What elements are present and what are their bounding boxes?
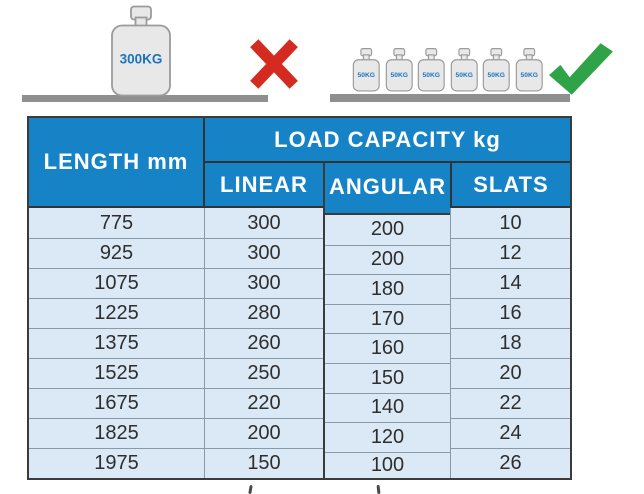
slats-cell: 20 <box>450 358 570 388</box>
slats-cell: 26 <box>450 448 570 478</box>
length-header: LENGTH mm <box>29 118 205 208</box>
cross-mark-icon <box>249 37 299 91</box>
length-cell: 1075 <box>29 268 205 298</box>
angular-cell: 120 <box>325 422 450 452</box>
linear-cell: 260 <box>205 328 323 358</box>
slats-header: SLATS <box>450 163 570 208</box>
angular-cell: 200 <box>325 215 450 245</box>
angular-column <box>323 163 450 478</box>
linear-cell: 150 <box>205 448 323 478</box>
small-weight-icon <box>352 45 381 95</box>
linear-cell: 280 <box>205 298 323 328</box>
angular-cell: 200 <box>325 245 450 275</box>
small-weights-group <box>352 45 544 95</box>
length-cell: 1525 <box>29 358 205 388</box>
slats-cell: 14 <box>450 268 570 298</box>
length-cell: 1825 <box>29 418 205 448</box>
linear-cell: 200 <box>205 418 323 448</box>
linear-header: LINEAR <box>205 163 323 208</box>
small-weight-label: 50KG <box>455 72 473 80</box>
angular-cell: 170 <box>325 304 450 334</box>
linear-cell: 300 <box>205 268 323 298</box>
small-weight-icon <box>385 45 414 95</box>
angular-cell: 180 <box>325 274 450 304</box>
small-weight-icon <box>450 45 479 95</box>
slats-cell: 10 <box>450 208 570 238</box>
linear-cell: 300 <box>205 238 323 268</box>
slats-cell: 18 <box>450 328 570 358</box>
angular-cell: 100 <box>325 452 450 478</box>
length-cell: 1975 <box>29 448 205 478</box>
slats-cell: 22 <box>450 388 570 418</box>
angular-cell: 150 <box>325 363 450 393</box>
small-weight-label: 50KG <box>422 72 440 80</box>
slats-cell: 24 <box>450 418 570 448</box>
linear-cell: 220 <box>205 388 323 418</box>
small-weight-icon <box>482 45 511 95</box>
cropped-caption-fragment <box>377 485 381 494</box>
small-weight-label: 50KG <box>487 72 505 80</box>
length-cell: 775 <box>29 208 205 238</box>
length-cell: 1675 <box>29 388 205 418</box>
small-weight-icon <box>417 45 446 95</box>
small-weight-label: 50KG <box>357 72 375 80</box>
load-capacity-header: LOAD CAPACITY kg <box>205 118 570 163</box>
length-cell: 925 <box>29 238 205 268</box>
slats-cell: 16 <box>450 298 570 328</box>
check-mark-icon <box>547 41 615 97</box>
small-weight-icon <box>515 45 544 95</box>
table-grid <box>29 118 570 478</box>
length-cell: 1225 <box>29 298 205 328</box>
slats-cell: 12 <box>450 238 570 268</box>
linear-cell: 300 <box>205 208 323 238</box>
angular-cell: 140 <box>325 393 450 423</box>
load-capacity-table <box>27 116 572 480</box>
small-weight-label: 50KG <box>520 72 538 80</box>
length-cell: 1375 <box>29 328 205 358</box>
angular-header: ANGULAR <box>325 163 450 215</box>
big-weight-icon <box>110 5 172 97</box>
linear-cell: 250 <box>205 358 323 388</box>
small-weight-label: 50KG <box>390 72 408 80</box>
angular-cell: 160 <box>325 333 450 363</box>
cropped-caption-fragment <box>248 485 253 494</box>
shelf-bar-right <box>330 94 570 102</box>
big-weight-label: 300KG <box>119 51 163 67</box>
